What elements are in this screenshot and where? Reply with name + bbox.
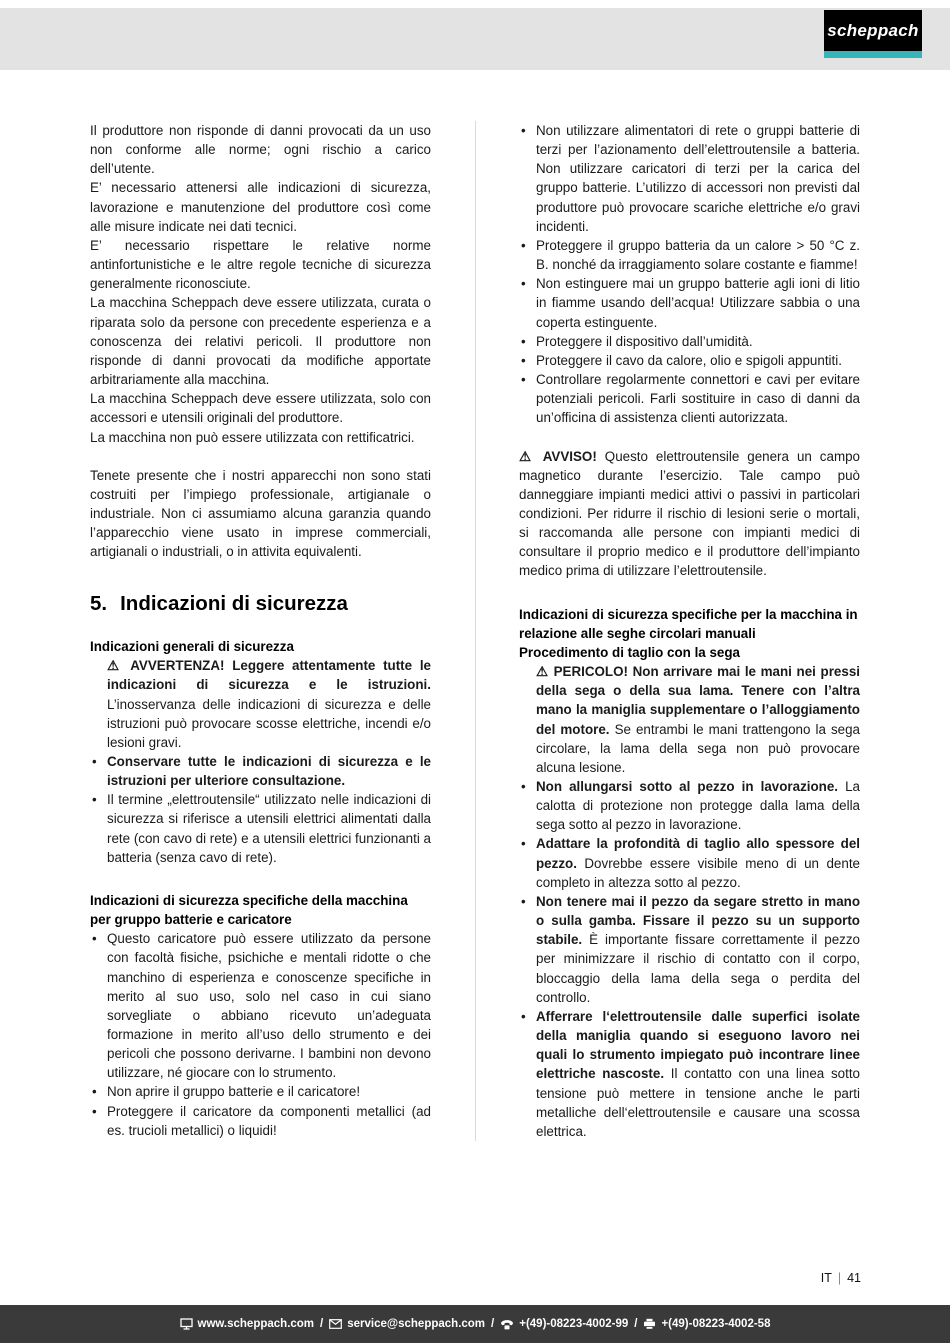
mail-icon (329, 1319, 342, 1329)
text: E’ necessario rispettare le relative norme antinfortunistiche e le altre regole tecniche di sicurezza generalmente riconosciute. (90, 237, 431, 292)
text: La macchina Scheppach deve essere utilizzata, curata o riparata solo da persone con precedente esperienza e a conoscenza dei relativi pericoli. Il produttore non risponde di danni provocati da modifiche apportate arbitrariamente alla macchina. (90, 295, 431, 388)
contact-separator: / (320, 1318, 324, 1330)
bullet-item (519, 777, 860, 834)
text: Il termine „elettroutensile“ utilizzato nelle indicazioni di sicurezza si riferisce a utensili elettrici alimentati dalla rete (con cavo di rete) e a utensili elettrici funzionanti a batteria (senza cavo di rete). (107, 792, 431, 865)
page-number-separator: | (837, 1271, 842, 1285)
bullet-item (519, 892, 860, 1007)
spacer (90, 447, 431, 466)
text: Questo elettroutensile genera un campo magnetico durante l’esercizio. Tale campo può danneggiare impianti medici attivi o passivi in particolari condizioni. Per ridurre il rischio di lesioni serie o mortali, si raccomanda alle persone con impianti medici di consultare il proprio medico e il produttore dell’impianto medico prima di utilizzare l’elettroutensile. (519, 448, 860, 579)
web-icon (180, 1318, 193, 1330)
text: La macchina non può essere utilizzata con rettificatrici. (90, 429, 415, 445)
bullet-item (519, 236, 860, 274)
text: Dovrebbe essere visibile meno di un dente completo in altezza sotto al pezzo. (536, 855, 860, 890)
logo-accent-bar (824, 51, 922, 58)
text: L’inosservanza delle indicazioni di sicurezza e delle istruzioni può provocare scosse elettriche, incendi e/o lesioni gravi. (107, 696, 431, 750)
logo-box (824, 10, 922, 51)
column-divider (475, 121, 476, 1141)
text: Non estinguere mai un gruppo batterie agli ioni di litio in fiamme usando dell’acqua! Utilizzare sabbia o una coperta estinguente. (536, 276, 860, 330)
bullet-item (519, 332, 860, 351)
page-number (821, 1271, 861, 1285)
text: Il contatto con una linea sotto tensione può mettere in tensione anche le parti metalliche dell‘elettroutensile e causare una scossa elettrica. (536, 1066, 860, 1139)
contact-separator: / (491, 1318, 495, 1330)
page-content (90, 121, 860, 1141)
heading-number: 5. (90, 592, 108, 616)
bold-text: ⚠ PERICOLO! Non arrivare mai le mani nei pressi della sega o della sua lama. Tenere con l’altra mano la maniglia supplementare o l’alloggiamento del motore. (536, 664, 860, 737)
contact-item (643, 1318, 770, 1330)
bullet-list (519, 121, 860, 428)
page-number-value: 41 (847, 1271, 861, 1285)
text: Il produttore non risponde di danni provocati da un uso non conforme alle norme; ogni rischio a carico dell’utente. (90, 123, 431, 177)
page-header (0, 8, 950, 70)
heading-text: Indicazioni di sicurezza (120, 592, 348, 616)
section-heading (90, 592, 431, 617)
paragraph (90, 178, 431, 235)
logo-text: scheppach (827, 20, 919, 40)
contact-item (329, 1318, 485, 1330)
subsection-heading: Indicazioni generali di sicurezza (90, 639, 294, 655)
bullet-item (90, 1102, 431, 1140)
text: Non aprire il gruppo batterie e il caricatore! (107, 1084, 361, 1100)
bullet-item (519, 274, 860, 331)
bullet-item (519, 351, 860, 370)
paragraph (90, 121, 431, 178)
contact-separator: / (634, 1318, 638, 1330)
contact-text: +(49)-08223-4002-99 (519, 1318, 629, 1330)
text: Tenete presente che i nostri apparecchi non sono stati costruiti per l’impiego professionale, artigianale o industriale. Non ci assumiamo alcuna garanzia quando l’apparecchio viene usato in imprese commerciali, artigianali o industriali, o in attivita equivalenti. (90, 467, 431, 560)
text: La macchina Scheppach deve essere utilizzata, solo con accessori e utensili originali del produttore. (90, 391, 431, 426)
page-language: IT (820, 1271, 832, 1285)
contact-text: service@scheppach.com (347, 1318, 486, 1330)
subsection-heading: Indicazioni di sicurezza specifiche per la macchina in relazione alle seghe circolari manuali (519, 606, 858, 641)
text: E’ necessario attenersi alle indicazioni di sicurezza, lavorazione e manutenzione del produttore così come alle misure indicate nei dati tecnici. (90, 180, 431, 234)
paragraph (90, 236, 431, 293)
bold-text: Conservare tutte le indicazioni di sicurezza e le istruzioni per ulteriore consultazione. (107, 753, 431, 789)
bullet-item (90, 929, 431, 1082)
warning-paragraph (90, 656, 431, 752)
bullet-list (90, 752, 431, 867)
bullet-item (519, 121, 860, 236)
bullet-item (90, 790, 431, 867)
phone-icon (500, 1319, 514, 1330)
text: Proteggere il gruppo batteria da un calore > 50 °C z. B. nonché da irraggiamento solare costante e fiamme! (536, 237, 860, 273)
paragraph (519, 447, 860, 581)
spacer (519, 428, 860, 447)
bold-text: Adattare la profondità di taglio allo spessore del pezzo. (536, 836, 860, 871)
bold-text: Non allungarsi sotto al pezzo in lavorazione. (536, 779, 846, 794)
text: Proteggere il dispositivo dall’umidità. (536, 333, 753, 349)
paragraph (90, 293, 431, 389)
bullet-item (90, 752, 431, 790)
bullet-item (90, 1082, 431, 1101)
contact-item (180, 1318, 315, 1330)
footer-contact-bar (0, 1305, 950, 1343)
subsection-heading: Indicazioni di sicurezza specifiche della macchina per gruppo batterie e caricatore (90, 892, 408, 928)
text: Proteggere il cavo da calore, olio e spigoli appuntiti. (536, 352, 842, 368)
bullet-list (90, 929, 431, 1140)
column-right (519, 121, 860, 1141)
text: Se entrambi le mani trattengono la sega circolare, la lama della sega non può provocare alcuna lesione. (536, 721, 860, 775)
warning-paragraph (519, 662, 860, 777)
paragraph (90, 428, 431, 447)
bullet-item (519, 1007, 860, 1141)
column-left (90, 121, 431, 1141)
bold-text: Non tenere mai il pezzo da segare stretto in mano o sulla gamba. Fissare il pezzo su un supporto stabile. (536, 893, 860, 948)
text: La calotta di protezione non protegge dalla lama della sega sotto al pezzo in lavorazione. (536, 779, 860, 833)
subsection-heading: Procedimento di taglio con la sega (519, 644, 740, 660)
bold-text: ⚠ AVVERTENZA! Leggere attentamente tutte le indicazioni di sicurezza e le istruzioni. (107, 658, 431, 693)
bullet-item (519, 370, 860, 427)
contact-text: www.scheppach.com (197, 1318, 315, 1330)
paragraph (90, 466, 431, 562)
footer-contact (180, 1318, 771, 1330)
text: È importante fissare correttamente il pezzo per minimizzare il rischio di contatto con il corpo, bloccaggio della lama della sega o perdita del controllo. (536, 932, 860, 1005)
bullet-item (519, 834, 860, 891)
bold-text: ⚠ AVVISO! (519, 448, 605, 464)
text: Non utilizzare alimentatori di rete o gruppi batterie di terzi per l’azionamento dell’elettroutensile a batteria. Non utilizzare caricatori di terzi per la carica del gruppo batterie. L’utilizzo di accessori non previsti dal produttore può provocare scariche elettriche e/o gravi incidenti. (536, 123, 860, 234)
contact-text: +(49)-08223-4002-58 (661, 1318, 771, 1330)
contact-item (500, 1318, 628, 1330)
fax-icon (643, 1318, 656, 1330)
text: Proteggere il caricatore da componenti metallici (ad es. trucioli metallici) o liquidi! (107, 1103, 431, 1138)
bullet-list (519, 777, 860, 1141)
bold-text: Afferrare l‘elettroutensile dalle superfici isolate della maniglia quando si eseguono lavoro nei quali lo strumento impiegato può incontrare linee elettriche nascoste. (536, 1008, 860, 1082)
paragraph (90, 389, 431, 427)
text: Questo caricatore può essere utilizzato da persone con facoltà fisiche, psichiche e mentali ridotte o che manchino di esperienza e conoscenze specifiche in merito al suo uso, solo nel caso in cui siano sorvegliate o abbiano ricevuto un’adeguata formazione in merito all’uso dello strumento e dei pericoli che possono derivarne. I bambini non devono utilizzare, né giocare con lo strumento. (107, 931, 431, 1081)
scheppach-logo (824, 10, 922, 58)
text: Controllare regolarmente connettori e cavi per evitare potenziali pericoli. Farli sostituire in caso di danni da un’officina di assistenza clienti autorizzata. (536, 372, 860, 426)
